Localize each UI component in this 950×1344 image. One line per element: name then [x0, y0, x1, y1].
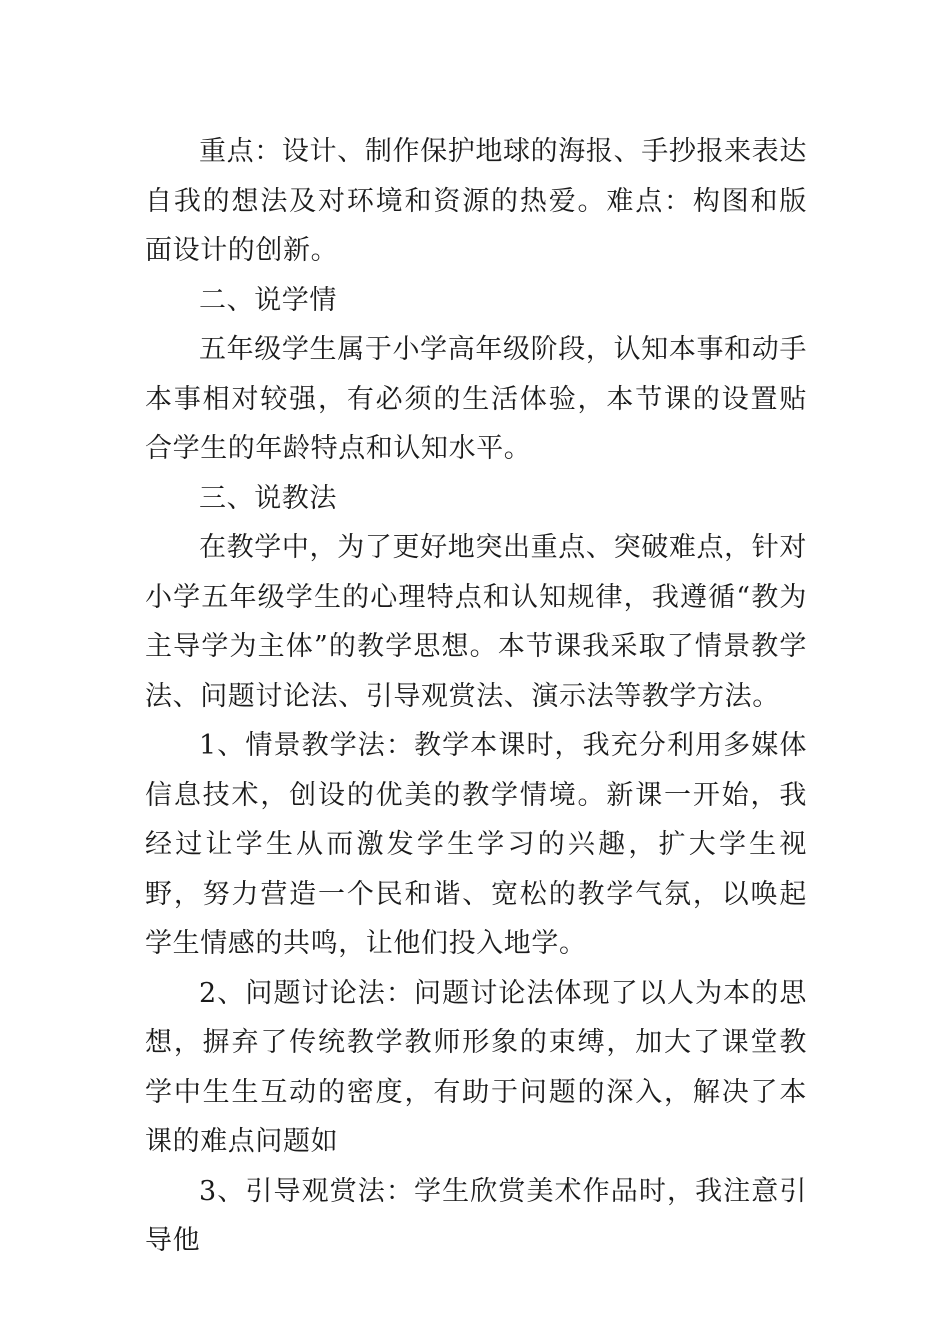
heading-student-analysis: 二、说学情	[199, 284, 337, 316]
paragraph-method-discussion: 2、问题讨论法：问题讨论法体现了以人为本的思想，摒弃了传统教学教师形象的束缚，加大了课堂教学中生生互动的密度，有助于问题的深入，解决了本课的难点问题如	[145, 977, 807, 1157]
paragraph-method-appreciation: 3、引导观赏法：学生欣赏美术作品时，我注意引导他	[145, 1175, 807, 1256]
paragraph-teaching-methods-intro: 在教学中，为了更好地突出重点、突破难点，针对小学五年级学生的心理特点和认知规律，我遵循“教为主导学为主体”的教学思想。本节课我采取了情景教学法、问题讨论法、引导观赏法、演示法等教学方法。	[145, 532, 807, 712]
paragraph-student-analysis: 五年级学生属于小学高年级阶段，认知本事和动手本事相对较强，有必须的生活体验，本节课的设置贴合学生的年龄特点和认知水平。	[145, 334, 807, 464]
document-body	[145, 127, 807, 1266]
paragraph-key-points: 重点：设计、制作保护地球的海报、手抄报来表达自我的想法及对环境和资源的热爱。难点：构图和版面设计的创新。	[145, 136, 807, 266]
heading-teaching-methods: 三、说教法	[199, 482, 337, 514]
paragraph-method-situational: 1、情景教学法：教学本课时，我充分利用多媒体信息技术，创设的优美的教学情境。新课一开始，我经过让学生从而激发学生学习的兴趣，扩大学生视野，努力营造一个民和谐、宽松的教学气氛，以唤起学生情感的共鸣，让他们投入地学。	[145, 730, 807, 959]
